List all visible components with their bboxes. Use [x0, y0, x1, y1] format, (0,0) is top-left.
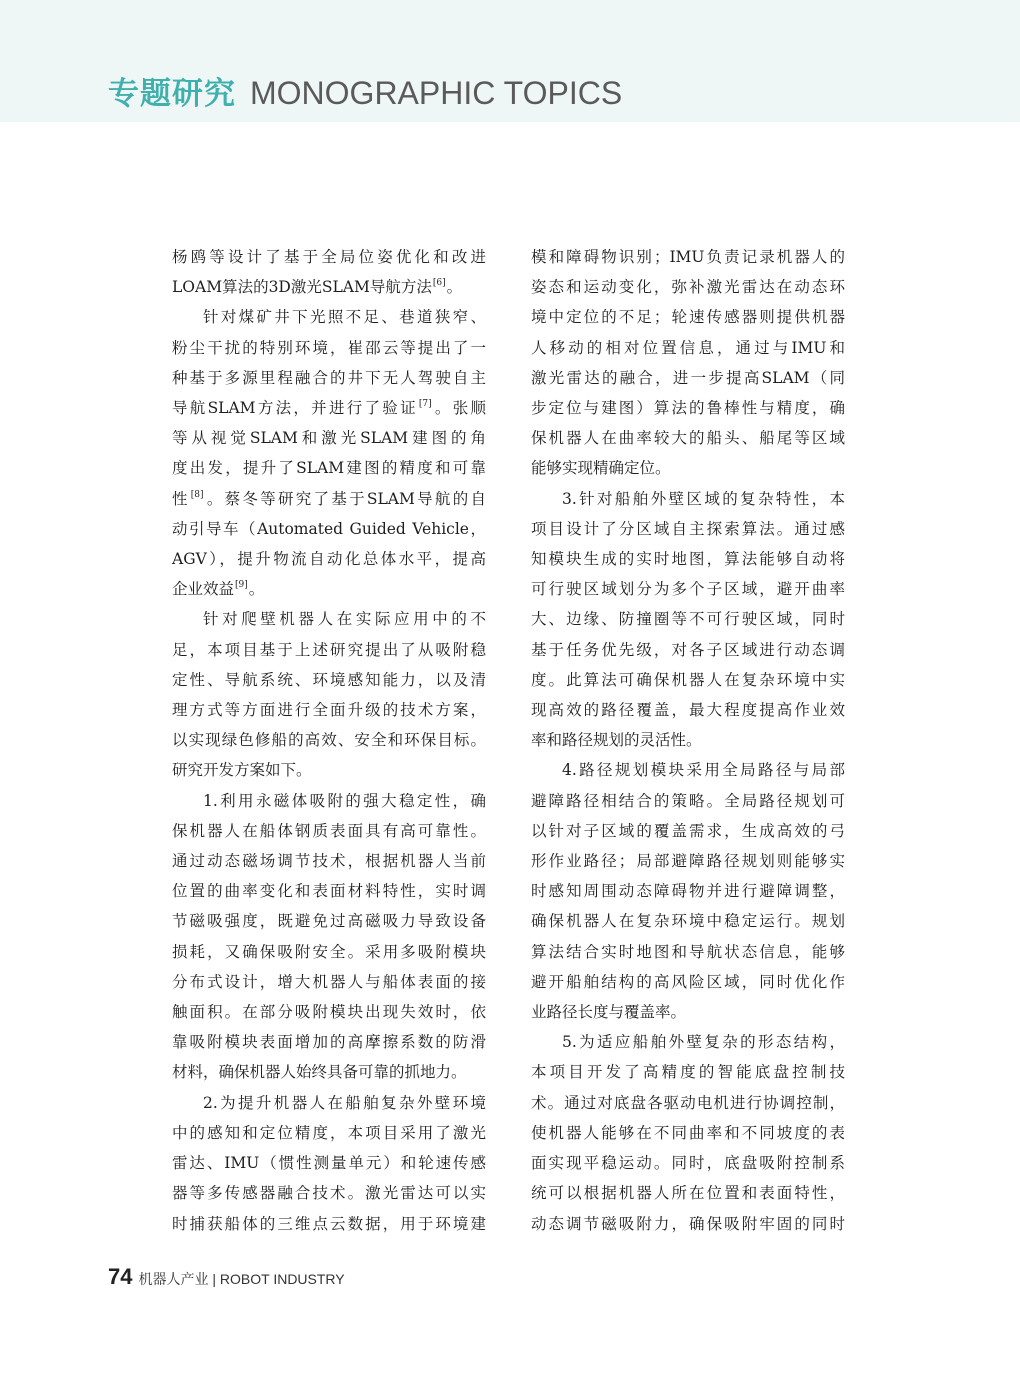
text-line: [172, 967, 486, 997]
citation-ref: [9]: [235, 580, 248, 591]
line-text: 2.为提升机器人在船舶复杂外壁环境: [203, 1093, 486, 1112]
text-line: [531, 906, 845, 936]
line-text: 粉尘干扰的特别环境，崔邵云等提出了一: [172, 338, 486, 357]
text-line: [531, 816, 845, 846]
line-text: 节磁吸强度，既避免过高磁吸力导致设备: [172, 912, 486, 931]
text-line: [531, 272, 845, 302]
text-line: [172, 1178, 486, 1208]
line-text: 足，本项目基于上述研究提出了从吸附稳: [172, 640, 486, 659]
line-text: 步定位与建图）算法的鲁棒性与精度，确: [531, 399, 845, 418]
text-line: [531, 242, 845, 272]
line-text: 现高效的路径覆盖，最大程度提高作业效: [531, 701, 845, 720]
text-line: [531, 453, 845, 483]
text-line: [531, 423, 845, 453]
text-line: [531, 544, 845, 574]
section-title-zh: 专题研究: [108, 76, 236, 112]
line-text: 位置的曲率变化和表面材料特性，实时调: [172, 882, 486, 901]
text-line: [172, 333, 486, 363]
text-line: [531, 786, 845, 816]
line-text: 算法结合实时地图和导航状态信息，能够: [531, 942, 845, 961]
line-text: 率和路径规划的灵活性。: [531, 731, 702, 750]
line-text: 形作业路径；局部避障路径规划则能够实: [531, 852, 845, 871]
text-line: [531, 574, 845, 604]
text-line: [172, 937, 486, 967]
line-text: 知模块生成的实时地图，算法能够自动将: [531, 550, 845, 569]
text-line: [172, 635, 486, 665]
line-text: 以针对子区域的覆盖需求，生成高效的弓: [531, 821, 845, 840]
line-text: 性: [172, 489, 190, 508]
line-text: 度。此算法可确保机器人在复杂环境中实: [531, 670, 845, 689]
text-line: [531, 725, 845, 755]
text-line: [172, 755, 486, 785]
line-text: 激光雷达的融合，进一步提高SLAM（同: [531, 368, 845, 387]
text-line: [531, 695, 845, 725]
line-text: 企业效益: [172, 580, 235, 599]
text-line: [531, 665, 845, 695]
text-line: [172, 997, 486, 1027]
text-line: [172, 1209, 486, 1239]
text-line: [531, 1178, 845, 1208]
line-text: 触面积。在部分吸附模块出现失效时，依: [172, 1003, 486, 1022]
text-line: [172, 695, 486, 725]
text-line: [172, 302, 486, 332]
text-line: [172, 725, 486, 755]
line-text-after-ref: 。: [248, 580, 265, 599]
text-line: [172, 906, 486, 936]
line-text: 4.路径规划模块采用全局路径与局部: [562, 761, 845, 780]
line-text: 材料，确保机器人始终具备可靠的抓地力。: [172, 1063, 467, 1082]
line-text: 通过动态磁场调节技术，根据机器人当前: [172, 852, 486, 871]
section-title-en: MONOGRAPHIC TOPICS: [250, 75, 623, 111]
text-line: [531, 1057, 845, 1087]
section-title: [108, 68, 622, 113]
text-line: [531, 937, 845, 967]
line-text: 人移动的相对位置信息，通过与IMU和: [531, 338, 845, 357]
line-text: 大、边缘、防撞圈等不可行驶区域，同时: [531, 610, 845, 629]
line-text: 等从视觉SLAM和激光SLAM建图的角: [172, 429, 486, 448]
text-line: [172, 1057, 486, 1087]
text-line: [172, 514, 486, 544]
text-line: [531, 1088, 845, 1118]
line-text: 损耗，又确保吸附安全。采用多吸附模块: [172, 942, 486, 961]
text-line: [172, 876, 486, 906]
line-text: 定性、导航系统、环境感知能力，以及清: [172, 670, 486, 689]
line-text-after-ref: 。张顺: [432, 399, 486, 418]
line-text-after-ref: 。蔡冬等研究了基于SLAM导航的自: [204, 489, 486, 508]
line-text: 术。通过对底盘各驱动电机进行协调控制，: [531, 1093, 845, 1112]
citation-ref: [7]: [418, 399, 432, 410]
line-text: 度出发，提升了SLAM建图的精度和可靠: [172, 459, 486, 478]
text-line: [172, 665, 486, 695]
page-number: 74: [108, 1264, 133, 1289]
text-line: [531, 755, 845, 785]
text-line: [172, 272, 486, 302]
text-line: [531, 1118, 845, 1148]
page-footer: [108, 1264, 345, 1290]
text-line: [172, 423, 486, 453]
line-text: 针对煤矿井下光照不足、巷道狭窄、: [203, 308, 486, 327]
line-text: LOAM算法的3D激光SLAM导航方法: [172, 278, 432, 297]
line-text: 模和障碍物识别；IMU负责记录机器人的: [531, 248, 845, 266]
line-text: 姿态和运动变化，弥补激光雷达在动态环: [531, 278, 845, 297]
line-text: 业路径长度与覆盖率。: [531, 1003, 687, 1022]
line-text: 中的感知和定位精度，本项目采用了激光: [172, 1123, 486, 1142]
line-text: 研究开发方案如下。: [172, 761, 312, 780]
line-text: 导航SLAM方法，并进行了验证: [172, 399, 418, 418]
left-text-column: [172, 242, 486, 1239]
line-text: 确保机器人在复杂环境中稳定运行。规划: [531, 912, 845, 931]
text-line: [172, 816, 486, 846]
line-text-after-ref: 。: [446, 278, 463, 297]
line-text: 可行驶区域划分为多个子区域，避开曲率: [531, 580, 845, 599]
line-text: 保机器人在曲率较大的船头、船尾等区域: [531, 429, 845, 448]
text-line: [531, 1148, 845, 1178]
line-text: 动引导车（Automated Guided Vehicle，: [172, 519, 486, 538]
text-line: [531, 876, 845, 906]
text-line: [531, 846, 845, 876]
line-text: 项目设计了分区域自主探索算法。通过感: [531, 519, 845, 538]
text-line: [172, 242, 486, 272]
text-line: [172, 1118, 486, 1148]
text-line: [531, 514, 845, 544]
line-text: 基于任务优先级，对各子区域进行动态调: [531, 640, 845, 659]
line-text: 以实现绿色修船的高效、安全和环保目标。: [172, 731, 486, 750]
citation-ref: [8]: [190, 489, 204, 500]
line-text: 本项目开发了高精度的智能底盘控制技: [531, 1063, 845, 1082]
line-text: AGV），提升物流自动化总体水平，提高: [172, 550, 486, 569]
line-text: 避障路径相结合的策略。全局路径规划可: [531, 791, 845, 810]
text-line: [172, 846, 486, 876]
text-line: [531, 363, 845, 393]
line-text: 保机器人在船体钢质表面具有高可靠性。: [172, 821, 486, 840]
text-line: [172, 1027, 486, 1057]
text-line: [531, 1027, 845, 1057]
line-text: 动态调节磁吸附力，确保吸附牢固的同时: [531, 1214, 845, 1233]
line-text: 雷达、IMU（惯性测量单元）和轮速传感: [172, 1154, 486, 1173]
text-line: [172, 786, 486, 816]
line-text: 时捕获船体的三维点云数据，用于环境建: [172, 1214, 486, 1233]
line-text: 5.为适应船舶外壁复杂的形态结构，: [562, 1033, 845, 1052]
text-line: [531, 604, 845, 634]
line-text: 境中定位的不足；轮速传感器则提供机器: [531, 308, 845, 327]
text-line: [172, 1088, 486, 1118]
text-line: [531, 1209, 845, 1239]
text-line: [172, 484, 486, 514]
line-text: 3.针对船舶外壁区域的复杂特性，本: [562, 489, 845, 508]
line-text: 1.利用永磁体吸附的强大稳定性，确: [203, 791, 486, 810]
text-line: [531, 967, 845, 997]
text-line: [172, 453, 486, 483]
text-line: [531, 393, 845, 423]
line-text: 种基于多源里程融合的井下无人驾驶自主: [172, 368, 486, 387]
citation-ref: [6]: [432, 278, 446, 289]
text-line: [172, 363, 486, 393]
right-text-column: [531, 242, 845, 1239]
line-text: 避开船舶结构的高风险区域，同时优化作: [531, 972, 845, 991]
line-text: 使机器人能够在不同曲率和不同坡度的表: [531, 1123, 845, 1142]
text-line: [172, 544, 486, 574]
line-text: 统可以根据机器人所在位置和表面特性，: [531, 1184, 845, 1203]
line-text: 时感知周围动态障碍物并进行避障调整，: [531, 882, 845, 901]
text-line: [172, 604, 486, 634]
text-line: [172, 393, 486, 423]
text-line: [172, 1148, 486, 1178]
text-line: [531, 635, 845, 665]
line-text: 面实现平稳运动。同时，底盘吸附控制系: [531, 1154, 845, 1173]
text-line: [531, 302, 845, 332]
magazine-name: 机器人产业 | ROBOT INDUSTRY: [138, 1271, 345, 1287]
line-text: 靠吸附模块表面增加的高摩擦系数的防滑: [172, 1033, 486, 1052]
line-text: 理方式等方面进行全面升级的技术方案，: [172, 701, 486, 720]
line-text: 杨鸥等设计了基于全局位姿优化和改进: [172, 248, 486, 266]
line-text: 能够实现精确定位。: [531, 459, 671, 478]
text-line: [531, 484, 845, 514]
line-text: 分布式设计，增大机器人与船体表面的接: [172, 972, 486, 991]
text-line: [531, 997, 845, 1027]
line-text: 针对爬壁机器人在实际应用中的不: [203, 610, 486, 629]
text-line: [172, 574, 486, 604]
text-line: [531, 333, 845, 363]
line-text: 器等多传感器融合技术。激光雷达可以实: [172, 1184, 486, 1203]
